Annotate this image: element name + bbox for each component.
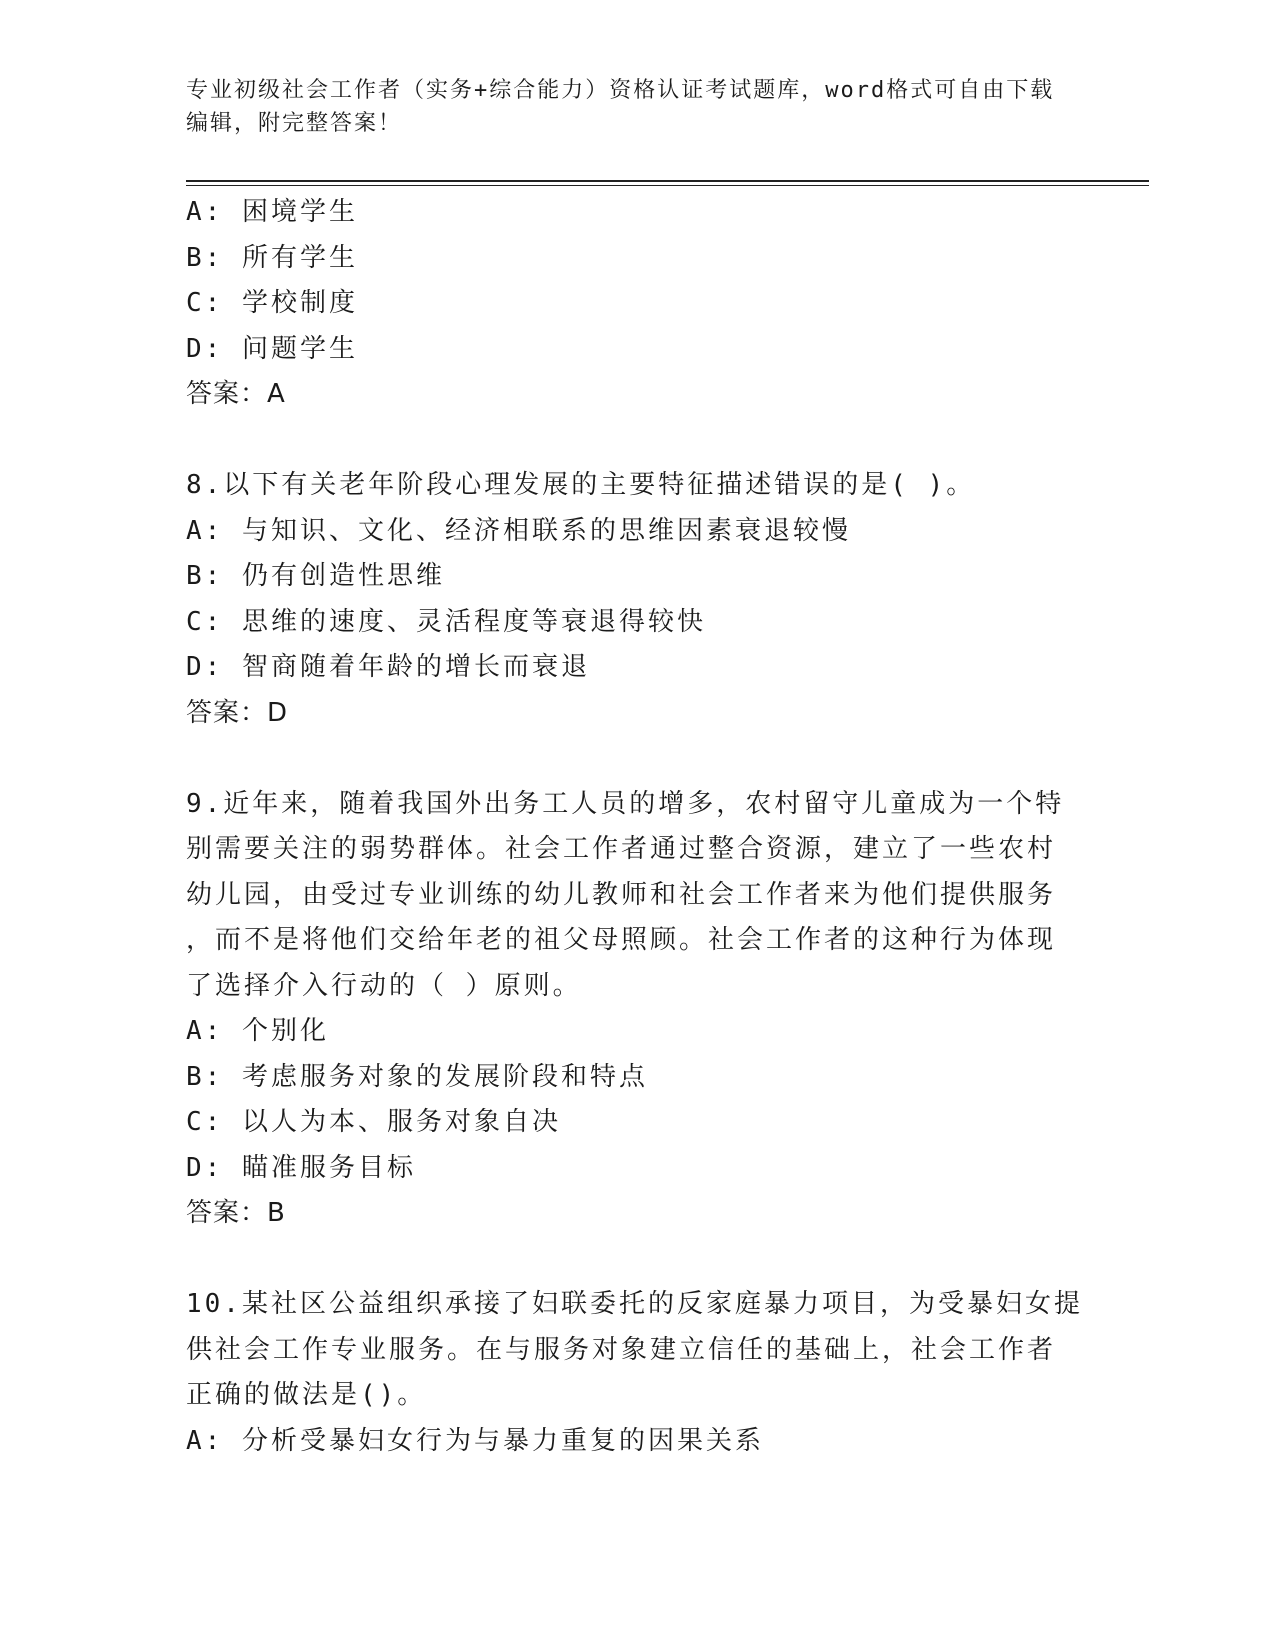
option-c: C: 学校制度 [186, 288, 358, 318]
question-7 [186, 190, 1086, 418]
question-9 [186, 782, 1086, 1237]
question-8 [186, 463, 1086, 736]
question-stem-line: 9.近年来，随着我国外出务工人员的增多，农村留守儿童成为一个特 [186, 788, 1065, 819]
question-stem-line: 供社会工作专业服务。在与服务对象建立信任的基础上，社会工作者 [186, 1334, 1057, 1365]
option-d: D: 问题学生 [186, 333, 358, 364]
question-stem-line: 幼儿园，由受过专业训练的幼儿教师和社会工作者来为他们提供服务 [186, 879, 1057, 910]
spacer [186, 418, 1086, 464]
answer-label: 答案：B [186, 1198, 286, 1228]
question-stem-line: ，而不是将他们交给年老的祖父母照顾。社会工作者的这种行为体现 [186, 925, 1057, 955]
option-a: A: 与知识、文化、经济相联系的思维因素衰退较慢 [186, 515, 851, 546]
option-d: D: 瞄准服务目标 [186, 1152, 416, 1183]
option-c: C: 以人为本、服务对象自决 [186, 1107, 561, 1137]
header-line-2: 编辑，附完整答案！ [186, 111, 403, 136]
spacer [186, 736, 1086, 782]
header-line-1: 专业初级社会工作者（实务+综合能力）资格认证考试题库，word格式可自由下载 [186, 78, 1055, 103]
spacer [186, 1237, 1086, 1283]
option-a: A: 分析受暴妇女行为与暴力重复的因果关系 [186, 1425, 764, 1456]
header-rule-thin [186, 185, 1149, 186]
option-a: A: 困境学生 [186, 197, 358, 227]
page-header [186, 74, 1086, 140]
option-b: B: 考虑服务对象的发展阶段和特点 [186, 1061, 648, 1092]
option-c: C: 思维的速度、灵活程度等衰退得较快 [186, 606, 706, 637]
option-b: B: 仍有创造性思维 [186, 561, 445, 591]
question-stem: 8.以下有关老年阶段心理发展的主要特征描述错误的是( )。 [186, 470, 976, 500]
answer-label: 答案：D [186, 697, 289, 728]
option-b: B: 所有学生 [186, 242, 358, 273]
question-content [186, 190, 1086, 1464]
question-stem-line: 正确的做法是()。 [186, 1380, 427, 1410]
question-stem-line: 了选择介入行动的（ ）原则。 [186, 970, 582, 1001]
answer-label: 答案：A [186, 379, 286, 409]
option-a: A: 个别化 [186, 1016, 329, 1046]
header-rule-thick [186, 180, 1149, 182]
option-d: D: 智商随着年龄的增长而衰退 [186, 652, 590, 682]
question-10 [186, 1282, 1086, 1464]
question-stem-line: 别需要关注的弱势群体。社会工作者通过整合资源，建立了一些农村 [186, 834, 1057, 864]
question-stem-line: 10.某社区公益组织承接了妇联委托的反家庭暴力项目，为受暴妇女提 [186, 1289, 1083, 1319]
